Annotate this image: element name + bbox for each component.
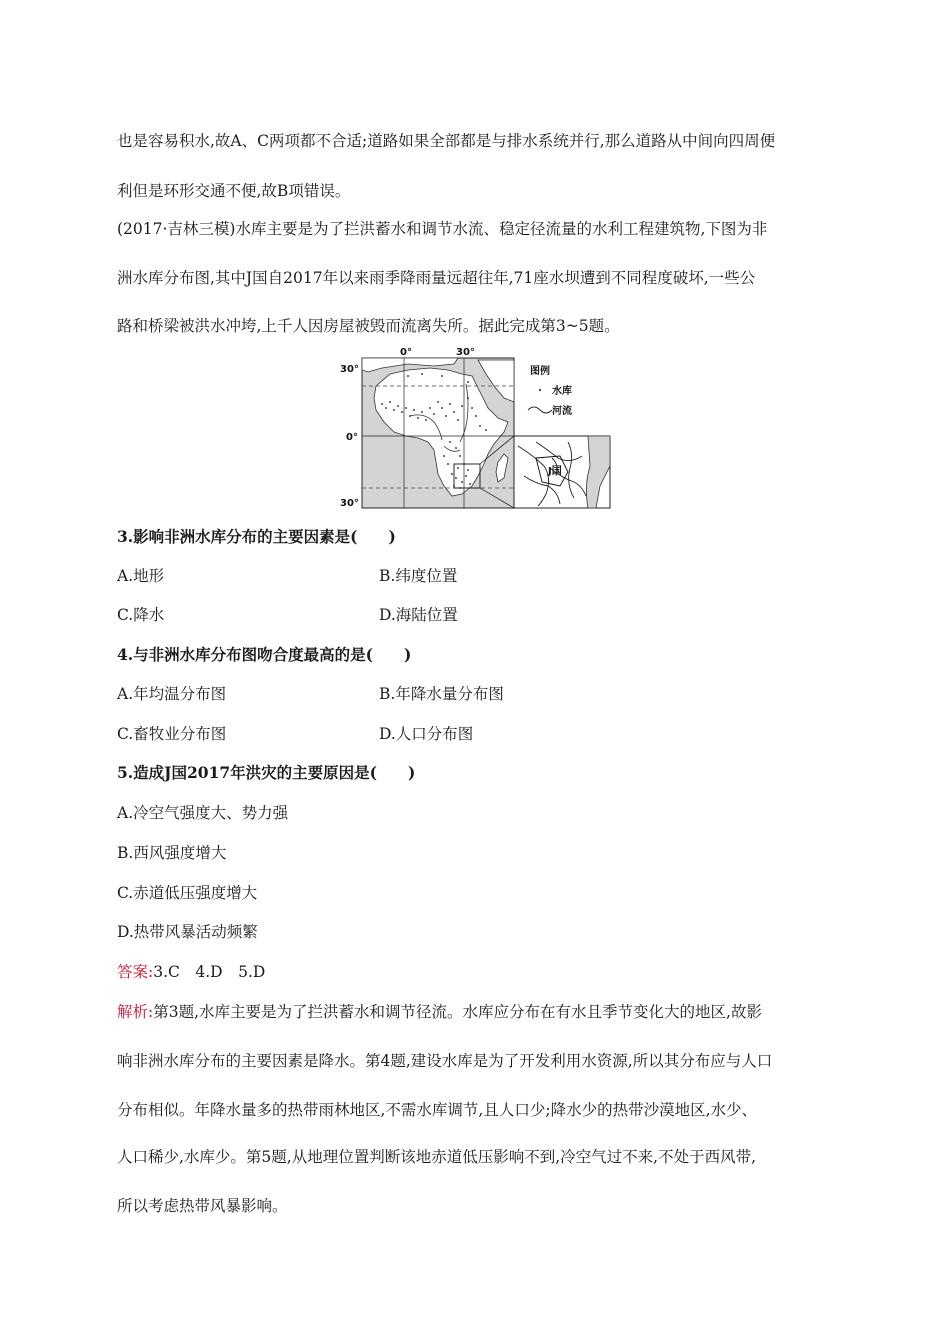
option-b[interactable]: B.纬度位置 bbox=[379, 567, 458, 585]
paragraph-line: 利但是环形交通不便,故B项错误。 bbox=[117, 182, 351, 200]
analysis-label: 解析: bbox=[117, 1003, 154, 1021]
paragraph-line: 洲水库分布图,其中J国自2017年以来雨季降雨量远超往年,71座水坝遭到不同程度破坏,一些公 bbox=[117, 269, 756, 287]
answer-text: 3.C 4.D 5.D bbox=[153, 963, 266, 981]
option-d[interactable]: D.人口分布图 bbox=[379, 725, 474, 743]
option-b[interactable]: B.年降水量分布图 bbox=[379, 685, 504, 703]
option-a[interactable]: A.年均温分布图 bbox=[117, 685, 227, 703]
option-d[interactable]: D.海陆位置 bbox=[379, 606, 458, 624]
answer-label: 答案: bbox=[117, 963, 154, 981]
lat-label: 30° bbox=[340, 364, 359, 375]
paragraph-line: 路和桥梁被洪水冲垮,上千人因房屋被毁而流离失所。据此完成第3~5题。 bbox=[117, 317, 620, 335]
inset-label: J国 bbox=[548, 466, 562, 477]
map-legend bbox=[528, 364, 572, 417]
option-row bbox=[117, 566, 458, 586]
option-c[interactable]: C.降水 bbox=[117, 606, 165, 624]
answer-line bbox=[117, 962, 265, 982]
analysis-line: 所以考虑热带风暴影响。 bbox=[117, 1197, 288, 1215]
option-c[interactable]: C.畜牧业分布图 bbox=[117, 725, 227, 743]
analysis-line: 响非洲水库分布的主要因素是降水。第4题,建设水库是为了开发利用水资源,所以其分布应与人口 bbox=[117, 1052, 773, 1070]
africa-reservoir-map bbox=[338, 346, 612, 512]
river-legend-icon bbox=[528, 407, 552, 413]
option-a[interactable]: A.冷空气强度大、势力强 bbox=[117, 804, 289, 822]
lat-label: 0° bbox=[346, 432, 358, 443]
analysis-line: 分布相似。年降水量多的热带雨林地区,不需水库调节,且人口少;降水少的热带沙漠地区,水少、 bbox=[117, 1101, 758, 1119]
reservoir-legend-icon bbox=[539, 389, 541, 391]
option-b[interactable]: B.西风强度增大 bbox=[117, 844, 227, 862]
option-c[interactable]: C.赤道低压强度增大 bbox=[117, 884, 258, 902]
svg-text:图例: 图例 bbox=[530, 366, 550, 377]
analysis-line: 解析:第3题,水库主要是为了拦洪蓄水和调节径流。水库应分布在有水且季节变化大的地区,故影 bbox=[117, 1003, 762, 1021]
lon-label: 30° bbox=[456, 347, 475, 358]
option-d[interactable]: D.热带风暴活动频繁 bbox=[117, 923, 258, 941]
paragraph-line: 也是容易积水,故A、C两项都不合适;道路如果全部都是与排水系统并行,那么道路从中间向四周便 bbox=[117, 132, 776, 150]
option-row bbox=[117, 684, 504, 704]
question-stem: 5.造成J国2017年洪灾的主要原因是( ) bbox=[117, 763, 416, 782]
svg-text:河流: 河流 bbox=[552, 406, 572, 417]
paragraph-line: (2017·吉林三模)水库主要是为了拦洪蓄水和调节水流、稳定径流量的水利工程建筑物,下图为非 bbox=[117, 220, 768, 238]
option-a[interactable]: A.地形 bbox=[117, 567, 165, 585]
svg-text:水库: 水库 bbox=[552, 386, 572, 397]
question-stem: 4.与非洲水库分布图吻合度最高的是( ) bbox=[117, 645, 412, 664]
option-row bbox=[117, 724, 474, 744]
analysis-line: 人口稀少,水库少。第5题,从地理位置判断该地赤道低压影响不到,冷空气过不来,不处于西风带, bbox=[117, 1148, 756, 1166]
option-row bbox=[117, 605, 458, 625]
question-stem: 3.影响非洲水库分布的主要因素是( ) bbox=[117, 527, 396, 546]
lon-label: 0° bbox=[400, 347, 412, 358]
lat-label: 30° bbox=[340, 498, 359, 509]
